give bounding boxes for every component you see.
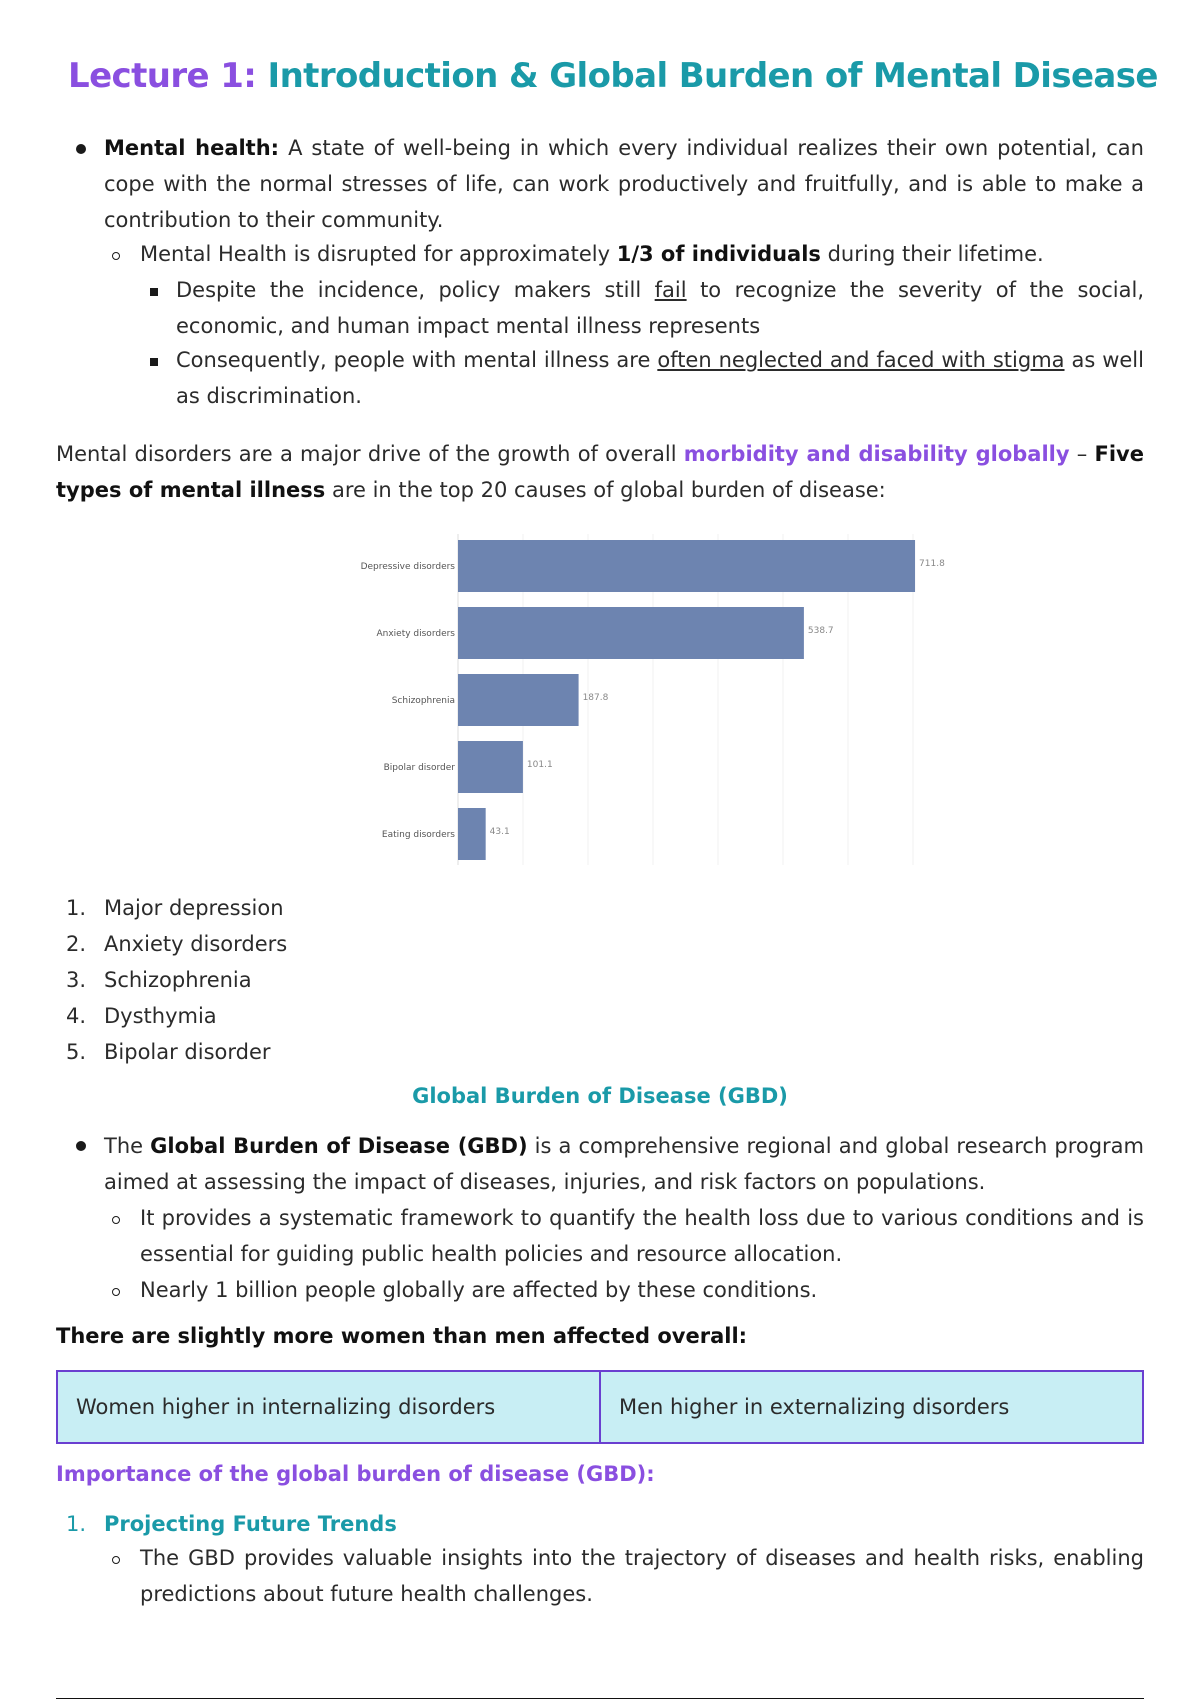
disorders-bold: Five types of mental illness xyxy=(56,442,1144,502)
table-row xyxy=(57,1371,1143,1443)
women-cell: Women higher in internalizing disorders xyxy=(57,1371,600,1443)
disrupted-pre: Mental Health is disrupted for approximately xyxy=(140,242,617,266)
disrupted-statement xyxy=(140,236,1144,272)
list-number: 2. xyxy=(66,932,87,956)
chart-value-label: 187.8 xyxy=(582,693,609,703)
sex-difference-text: There are slightly more women than men affected overall: xyxy=(56,1324,748,1348)
gbd-def-post: is a comprehensive regional and global research program aimed at assessing the impact of diseases, injuries, and risk factors on populations. xyxy=(104,1134,1145,1194)
disorders-pre: Mental disorders are a major drive of the growth of overall xyxy=(56,442,684,466)
list-item xyxy=(66,962,252,998)
bottom-rule xyxy=(56,1698,1144,1699)
mental-health-definition xyxy=(104,130,1144,238)
list-label: Anxiety disorders xyxy=(104,932,288,956)
list-number: 3. xyxy=(66,968,87,992)
list-item xyxy=(66,998,217,1034)
importance-number: 1. xyxy=(66,1512,87,1536)
list-number: 5. xyxy=(66,1040,87,1064)
burden-bar-chart xyxy=(356,530,956,870)
chart-value-label: 711.8 xyxy=(919,559,945,569)
stigma-post: as well as discrimination. xyxy=(176,348,1144,408)
gbd-heading: Global Burden of Disease (GBD) xyxy=(412,1084,788,1108)
title-rest: Introduction & Global Burden of Mental Disease xyxy=(267,56,1158,96)
policy-post: to recognize the severity of the social, economic, and human impact mental illness represents xyxy=(176,278,1144,338)
page-title xyxy=(68,52,1158,100)
stigma-pre: Consequently, people with mental illness are xyxy=(176,348,658,372)
mental-health-term: Mental health: xyxy=(104,136,280,160)
list-label: Dysthymia xyxy=(104,1004,217,1028)
disrupted-post: during their lifetime. xyxy=(820,242,1044,266)
list-label: Schizophrenia xyxy=(104,968,252,992)
chart-bar xyxy=(458,741,523,793)
sex-difference-heading xyxy=(56,1318,1144,1354)
importance-title: Projecting Future Trends xyxy=(104,1512,397,1536)
importance-item-1 xyxy=(66,1506,397,1542)
bullet-square-icon xyxy=(150,288,158,296)
list-label: Bipolar disorder xyxy=(104,1040,271,1064)
list-number: 1. xyxy=(66,896,87,920)
disorders-dash: – xyxy=(1069,442,1095,466)
gbd-def-pre: The xyxy=(104,1134,151,1158)
policy-makers-point xyxy=(176,272,1144,344)
list-number: 4. xyxy=(66,1004,87,1028)
chart-category-label: Bipolar disorder xyxy=(383,763,455,773)
bullet-circle-icon xyxy=(112,1556,120,1564)
chart-value-label: 538.7 xyxy=(807,626,834,636)
bullet-circle-icon xyxy=(112,252,120,260)
title-lecture: Lecture 1: xyxy=(68,56,257,96)
mental-health-text: A state of well-being in which every individual realizes their own potential, can cope with the normal stresses of life, can work productively and fruitfully, and is able to make a contribution to their community. xyxy=(104,136,1144,232)
importance-text: The GBD provides valuable insights into the trajectory of diseases and health risks, enabling predictions about future health challenges. xyxy=(140,1546,1144,1606)
chart-bar xyxy=(458,540,915,592)
bullet-circle-icon xyxy=(112,1288,120,1296)
stigma-underlined: often neglected and faced with stigma xyxy=(657,348,1065,372)
disorders-post: are in the top 20 causes of global burden of disease: xyxy=(325,478,886,502)
stigma-point xyxy=(176,342,1144,414)
bullet-dot-icon xyxy=(76,144,86,154)
chart-category-label: Schizophrenia xyxy=(391,696,455,706)
importance-heading: Importance of the global burden of disease (GBD): xyxy=(56,1462,655,1486)
chart-category-label: Eating disorders xyxy=(381,830,455,840)
sex-difference-table xyxy=(56,1370,1144,1444)
policy-pre: Despite the incidence, policy makers still xyxy=(176,278,655,302)
bullet-circle-icon xyxy=(112,1216,120,1224)
bullet-dot-icon xyxy=(76,1141,86,1151)
gbd-def-bold: Global Burden of Disease (GBD) xyxy=(150,1134,528,1158)
men-cell: Men higher in externalizing disorders xyxy=(600,1371,1143,1443)
list-label: Major depression xyxy=(104,896,284,920)
chart-bar xyxy=(458,607,804,659)
disrupted-bold: 1/3 of individuals xyxy=(616,242,821,266)
chart-bar xyxy=(458,808,486,860)
chart-category-label: Depressive disorders xyxy=(360,562,455,572)
disorders-highlight: morbidity and disability globally xyxy=(683,442,1070,466)
chart-value-label: 101.1 xyxy=(526,760,553,770)
bullet-square-icon xyxy=(150,358,158,366)
gbd-billion: Nearly 1 billion people globally are affected by these conditions. xyxy=(140,1278,818,1302)
gbd-framework: It provides a systematic framework to quantify the health loss due to various conditions and is essential for guiding public health policies and resource allocation. xyxy=(140,1206,1144,1266)
chart-bar xyxy=(458,674,579,726)
list-item xyxy=(66,926,288,962)
gbd-definition xyxy=(104,1128,1144,1200)
list-item xyxy=(66,890,284,926)
chart-category-label: Anxiety disorders xyxy=(376,629,455,639)
chart-value-label: 43.1 xyxy=(489,827,510,837)
policy-underlined: fail xyxy=(654,278,687,302)
list-item xyxy=(66,1034,271,1070)
disorders-paragraph xyxy=(56,436,1144,508)
